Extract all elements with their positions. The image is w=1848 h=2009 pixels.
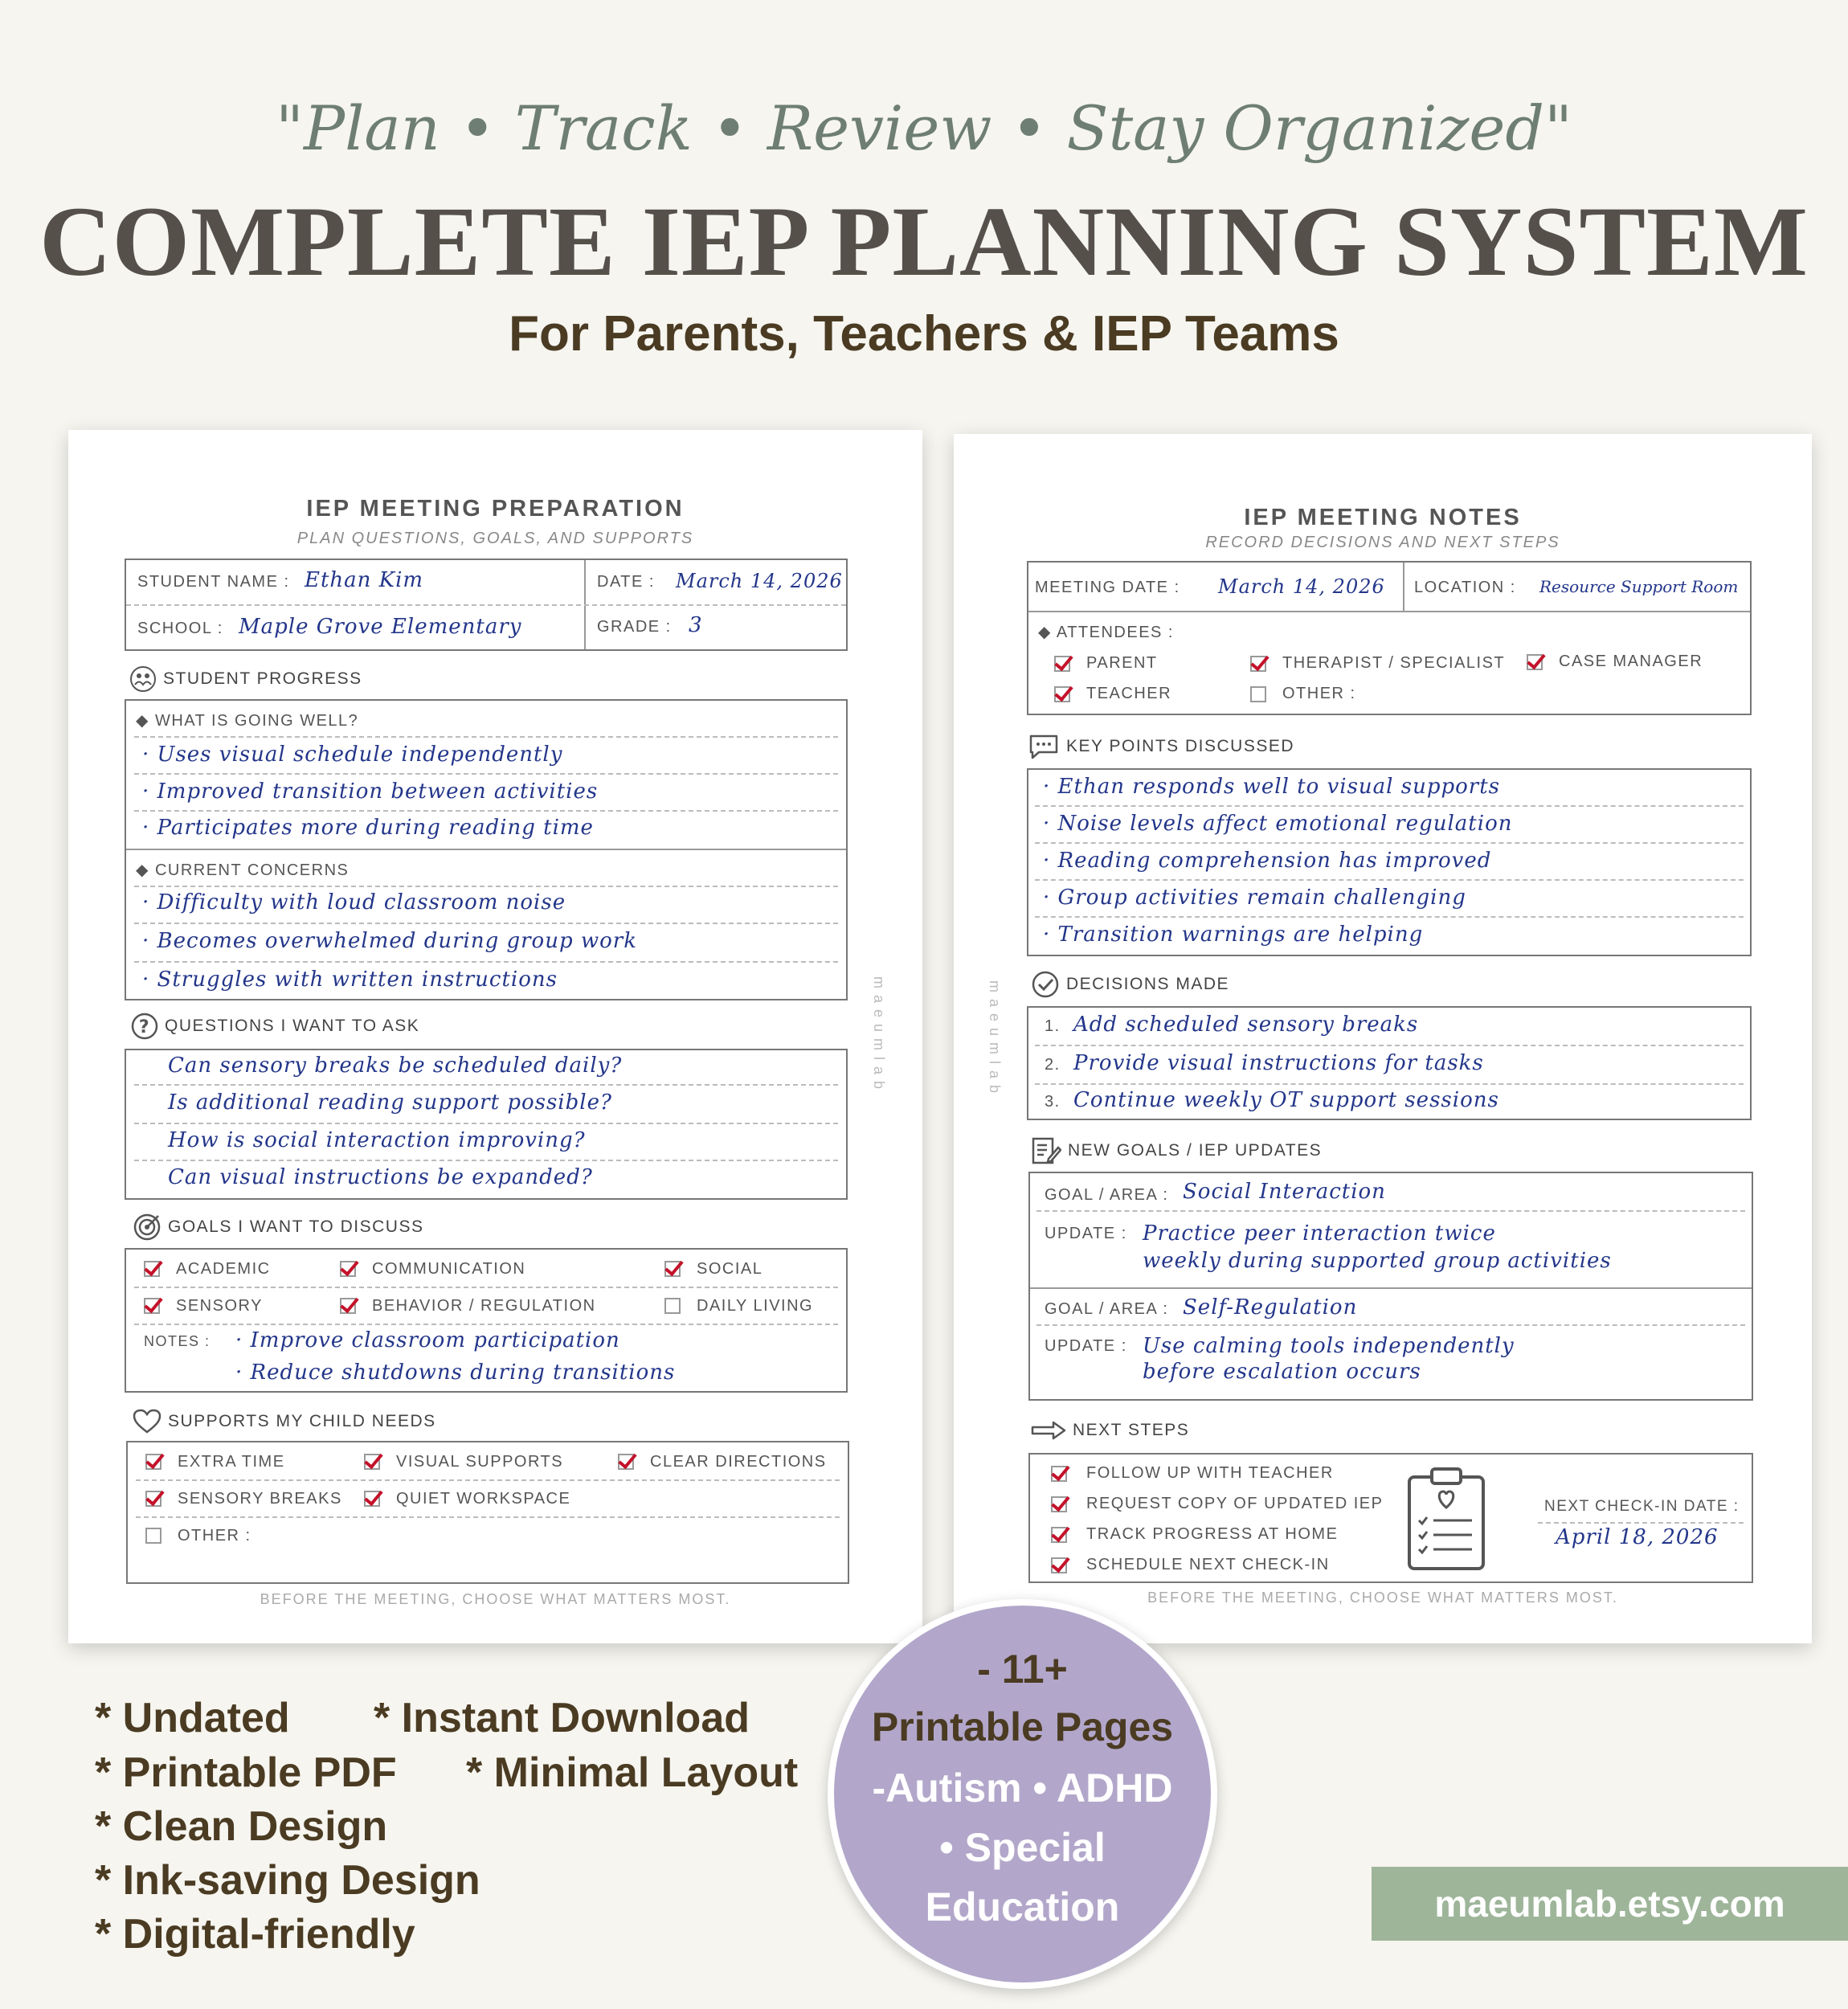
decision-number: 2. [1045, 1056, 1061, 1074]
quiet-workspace-checkbox[interactable] [364, 1491, 380, 1507]
checkin-label: NEXT CHECK-IN DATE : [1544, 1498, 1740, 1515]
progress-box [125, 699, 848, 1000]
date-value[interactable]: March 14, 2026 [676, 570, 843, 592]
checkbox-label: REQUEST COPY OF UPDATED IEP [1086, 1495, 1384, 1512]
key-point-item[interactable]: · Group activities remain challenging [1043, 886, 1466, 910]
next-steps-box [1028, 1453, 1753, 1583]
checkbox-label: PARENT [1086, 654, 1158, 672]
iep-notes-sheet [954, 434, 1812, 1643]
communication-checkbox[interactable] [340, 1261, 356, 1277]
people-icon [129, 665, 157, 693]
badge-line: -Autism • ADHD [872, 1766, 1173, 1811]
decision-item[interactable]: Continue weekly OT support sessions [1073, 1088, 1499, 1112]
sheet-title: IEP MEETING PREPARATION [306, 496, 685, 522]
notes-label: NOTES : [144, 1333, 211, 1349]
decisions-box [1027, 1006, 1752, 1120]
student-name-label: STUDENT NAME : [137, 573, 290, 591]
checkbox-label: ACADEMIC [176, 1260, 271, 1278]
tagline: "Plan • Track • Review • Stay Organized" [276, 92, 1572, 164]
new-goals-heading: NEW GOALS / IEP UPDATES [1031, 1136, 1322, 1165]
academic-checkbox[interactable] [144, 1261, 160, 1277]
question-item[interactable]: How is social interaction improving? [168, 1128, 586, 1152]
svg-text:?: ? [138, 1017, 151, 1037]
checkbox-label: FOLLOW UP WITH TEACHER [1086, 1464, 1334, 1482]
speech-bubble-icon [1028, 733, 1060, 760]
sheet-subtitle: RECORD DECISIONS AND NEXT STEPS [1205, 534, 1560, 551]
badge-line: Printable Pages [871, 1704, 1174, 1749]
case-manager-checkbox[interactable] [1527, 654, 1543, 670]
goal-note[interactable]: · Improve classroom participation [235, 1328, 620, 1352]
other-checkbox[interactable] [1250, 686, 1266, 702]
badge-line: - 11+ [977, 1647, 1068, 1692]
behavior-regulation-checkbox[interactable] [340, 1298, 356, 1314]
decision-item[interactable]: Add scheduled sensory breaks [1073, 1013, 1419, 1037]
checkbox-label: VISUAL SUPPORTS [396, 1453, 564, 1471]
question-item[interactable]: Can sensory breaks be scheduled daily? [168, 1054, 623, 1078]
checkbox-label: TRACK PROGRESS AT HOME [1086, 1525, 1339, 1543]
request-copy-checkbox[interactable] [1051, 1496, 1067, 1512]
parent-checkbox[interactable] [1054, 656, 1070, 672]
school-value[interactable]: Maple Grove Elementary [239, 615, 522, 639]
feature-item: * Digital-friendly [95, 1911, 415, 1958]
other-checkbox[interactable] [145, 1528, 161, 1544]
iep-preparation-sheet [68, 430, 922, 1643]
key-point-item[interactable]: · Transition warnings are helping [1043, 923, 1424, 947]
going-well-item[interactable]: · Participates more during reading time [142, 816, 594, 840]
social-checkbox[interactable] [664, 1261, 681, 1277]
decision-number: 3. [1045, 1093, 1061, 1111]
sheet-subtitle: PLAN QUESTIONS, GOALS, AND SUPPORTS [296, 530, 694, 547]
therapist-checkbox[interactable] [1250, 656, 1266, 672]
concern-item[interactable]: · Becomes overwhelmed during group work [142, 929, 637, 953]
checkbox-label: OTHER : [1282, 685, 1356, 702]
grade-label: GRADE : [597, 618, 672, 636]
checkbox-label: QUIET WORKSPACE [396, 1490, 571, 1508]
main-title: COMPLETE IEP PLANNING SYSTEM [39, 186, 1809, 297]
meeting-info-box [1027, 561, 1752, 715]
key-points-heading: KEY POINTS DISCUSSED [1028, 733, 1294, 760]
follow-up-checkbox[interactable] [1051, 1466, 1067, 1482]
shop-link[interactable] [1372, 1867, 1848, 1941]
decision-number: 1. [1045, 1017, 1061, 1035]
supports-box [126, 1441, 849, 1584]
watermark: maeumlab [987, 980, 1003, 1100]
heart-icon [133, 1409, 161, 1434]
clipboard-icon [1404, 1466, 1488, 1572]
visual-supports-checkbox[interactable] [364, 1454, 380, 1470]
decision-item[interactable]: Provide visual instructions for tasks [1073, 1051, 1484, 1075]
checkbox-label: COMMUNICATION [372, 1260, 526, 1278]
goals-heading: GOALS I WANT TO DISCUSS [133, 1213, 423, 1242]
new-goals-box [1028, 1172, 1753, 1401]
checkbox-label: SENSORY [176, 1297, 263, 1315]
concern-item[interactable]: · Struggles with written instructions [142, 968, 558, 992]
clear-directions-checkbox[interactable] [618, 1454, 634, 1470]
key-point-item[interactable]: · Noise levels affect emotional regulation [1043, 812, 1513, 836]
extra-time-checkbox[interactable] [145, 1454, 161, 1470]
sheet-title: IEP MEETING NOTES [1244, 505, 1522, 530]
school-label: SCHOOL : [137, 620, 223, 637]
track-progress-checkbox[interactable] [1051, 1527, 1067, 1543]
sensory-breaks-checkbox[interactable] [145, 1491, 161, 1507]
goal-area-label: GOAL / AREA : [1045, 1186, 1169, 1204]
sheet-footer: BEFORE THE MEETING, CHOOSE WHAT MATTERS MOST. [260, 1591, 731, 1607]
student-progress-heading: STUDENT PROGRESS [129, 665, 362, 693]
feature-item: * Undated [95, 1695, 290, 1741]
key-point-item[interactable]: · Reading comprehension has improved [1043, 849, 1492, 873]
goal-note[interactable]: · Reduce shutdowns during transitions [235, 1360, 676, 1385]
teacher-checkbox[interactable] [1054, 686, 1070, 702]
update-value[interactable]: weekly during supported group activities [1143, 1249, 1612, 1273]
questions-box [125, 1049, 848, 1200]
questions-heading: ? QUESTIONS I WANT TO ASK [131, 1013, 419, 1040]
student-info-box [125, 559, 848, 651]
decisions-heading: DECISIONS MADE [1031, 970, 1229, 999]
watermark: maeumlab [871, 976, 887, 1096]
question-item[interactable]: Is additional reading support possible? [168, 1090, 612, 1115]
concerns-label: ◆ CURRENT CONCERNS [136, 861, 350, 879]
date-label: DATE : [597, 573, 655, 591]
feature-item: * Ink-saving Design [95, 1857, 480, 1904]
schedule-checkin-checkbox[interactable] [1051, 1557, 1067, 1573]
shop-link-text: maeumlab.etsy.com [1434, 1883, 1785, 1925]
badge-line: Education [925, 1884, 1120, 1929]
checkbox-label: CLEAR DIRECTIONS [650, 1453, 827, 1471]
sensory-checkbox[interactable] [144, 1298, 160, 1314]
checkbox-label: SCHEDULE NEXT CHECK-IN [1086, 1556, 1330, 1573]
next-steps-heading: NEXT STEPS [1031, 1421, 1189, 1440]
attendees-label: ◆ ATTENDEES : [1038, 624, 1174, 641]
pages-badge [828, 1599, 1217, 1989]
supports-heading: SUPPORTS MY CHILD NEEDS [133, 1409, 436, 1434]
key-point-item[interactable]: · Ethan responds well to visual supports [1043, 775, 1500, 799]
update-label: UPDATE : [1045, 1225, 1127, 1242]
location-value[interactable]: Resource Support Room [1539, 577, 1739, 596]
checkbox-label: BEHAVIOR / REGULATION [372, 1297, 596, 1315]
checkbox-label: EXTRA TIME [178, 1453, 285, 1471]
going-well-label: ◆ WHAT IS GOING WELL? [136, 712, 359, 730]
edit-list-icon [1031, 1136, 1061, 1165]
sheet-footer: BEFORE THE MEETING, CHOOSE WHAT MATTERS MOST. [1147, 1590, 1618, 1606]
checkin-value[interactable]: April 18, 2026 [1556, 1525, 1719, 1549]
concern-item[interactable]: · Difficulty with loud classroom noise [142, 890, 566, 914]
checkbox-label: OTHER : [178, 1527, 251, 1545]
check-circle-icon [1031, 970, 1060, 999]
update-value[interactable]: Use calming tools independently [1143, 1334, 1515, 1358]
goal-area-label: GOAL / AREA : [1045, 1300, 1169, 1318]
feature-item: * Printable PDF [95, 1749, 397, 1796]
badge-line: • Special [939, 1825, 1106, 1870]
question-item[interactable]: Can visual instructions be expanded? [168, 1165, 593, 1189]
target-icon [133, 1213, 161, 1242]
grade-value[interactable]: 3 [689, 613, 703, 637]
arrow-right-icon [1031, 1421, 1066, 1440]
feature-item: * Minimal Layout [466, 1749, 799, 1796]
meeting-date-value[interactable]: March 14, 2026 [1218, 575, 1385, 598]
question-icon [131, 1013, 158, 1040]
checkbox-label: TEACHER [1086, 685, 1172, 702]
checkbox-label: SOCIAL [697, 1260, 763, 1278]
feature-item: * Clean Design [95, 1803, 388, 1850]
goals-box [125, 1248, 848, 1393]
update-value[interactable]: before escalation occurs [1143, 1360, 1421, 1384]
going-well-item[interactable]: · Improved transition between activities [142, 779, 599, 804]
checkbox-label: SENSORY BREAKS [178, 1490, 342, 1508]
key-points-box [1027, 768, 1752, 956]
checkbox-label: DAILY LIVING [697, 1297, 814, 1315]
checkbox-label: THERAPIST / SPECIALIST [1282, 654, 1506, 672]
goal-area-value[interactable]: Self-Regulation [1183, 1295, 1358, 1320]
checkbox-label: CASE MANAGER [1559, 653, 1703, 670]
update-value[interactable]: Practice peer interaction twice [1143, 1221, 1496, 1246]
subtitle: For Parents, Teachers & IEP Teams [509, 306, 1339, 362]
meeting-date-label: MEETING DATE : [1035, 579, 1180, 596]
feature-item: * Instant Download [374, 1695, 750, 1741]
update-label: UPDATE : [1045, 1337, 1127, 1355]
going-well-item[interactable]: · Uses visual schedule independently [142, 743, 563, 767]
location-label: LOCATION : [1414, 579, 1516, 596]
goal-area-value[interactable]: Social Interaction [1183, 1180, 1386, 1204]
student-name-value[interactable]: Ethan Kim [305, 568, 424, 592]
daily-living-checkbox[interactable] [664, 1298, 681, 1314]
